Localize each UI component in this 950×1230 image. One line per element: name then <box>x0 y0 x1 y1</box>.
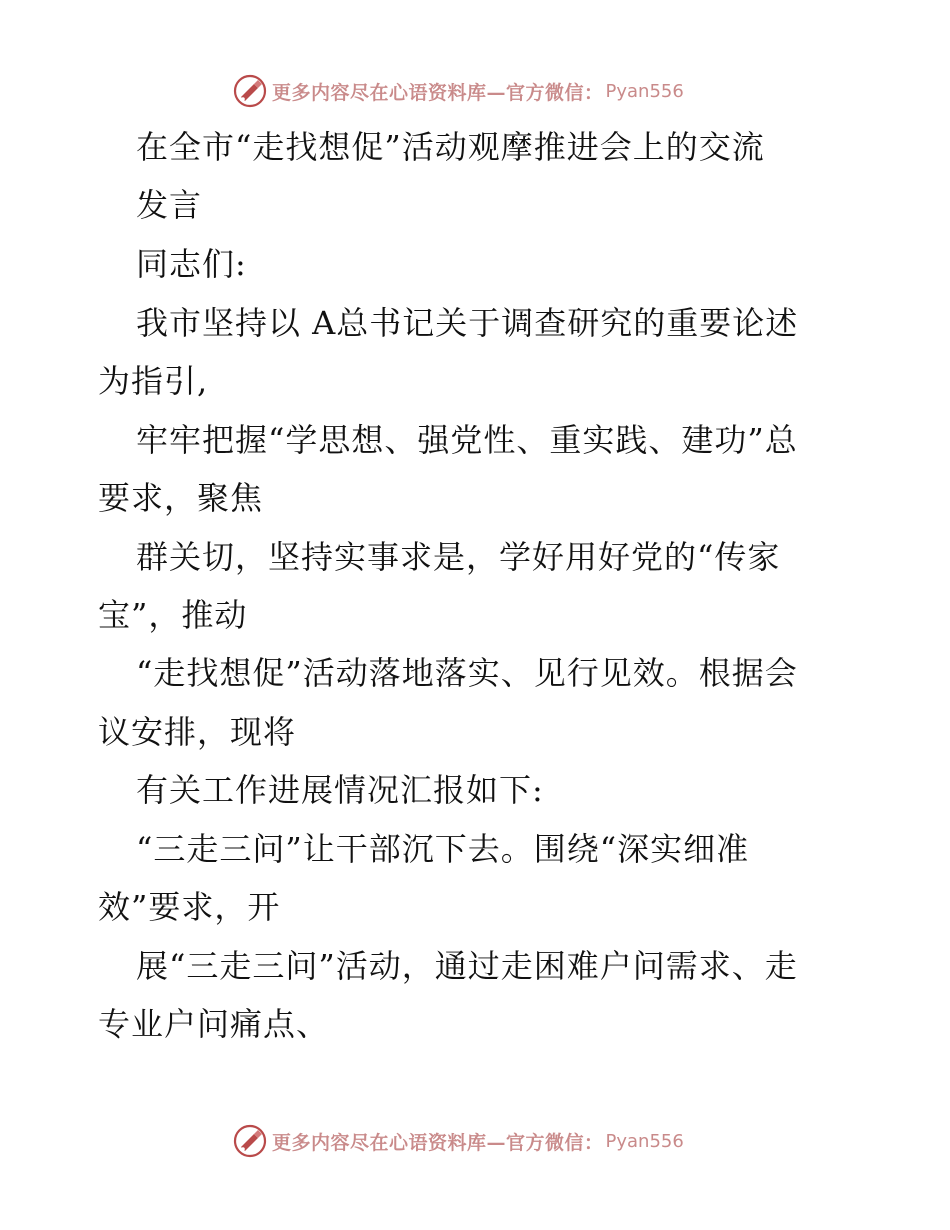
pen-logo-icon <box>232 1123 268 1159</box>
text-line: 要求，聚焦 <box>98 479 264 517</box>
text-line: “走找想促”活动落地落实、见行见效。根据会 <box>136 654 798 692</box>
watermark-wechat-id: Pyan556 <box>605 1130 684 1152</box>
header-watermark <box>232 71 684 111</box>
text-line: 在全市“走找想促”活动观摩推进会上的交流 <box>136 128 765 166</box>
text-line: 为指引, <box>98 362 209 400</box>
watermark-site-text: 更多内容尽在心语资料库—官方微信： <box>272 81 604 104</box>
text-line: 牢牢把握“学思想、强党性、重实践、建功”总 <box>136 421 798 459</box>
text-line: 专业户问痛点、 <box>98 1005 330 1043</box>
text-line: 效”要求，开 <box>98 888 281 926</box>
text-line: “三走三问”让干部沉下去。围绕“深实细准 <box>136 830 750 868</box>
text-line: 有关工作进展情况汇报如下: <box>136 771 544 809</box>
text-line: 群关切，坚持实事求是，学好用好党的“传家 <box>136 538 781 576</box>
text-line: 我市坚持以 A总书记关于调查研究的重要论述 <box>136 304 799 342</box>
text-line: 同志们: <box>136 245 247 283</box>
pen-logo-icon <box>232 73 268 109</box>
watermark-wechat-id: Pyan556 <box>605 80 684 102</box>
text-line: 发言 <box>136 186 203 224</box>
text-line: 宝”，推动 <box>98 596 248 634</box>
text-line: 展“三走三问”活动，通过走困难户问需求、走 <box>136 947 798 985</box>
footer-watermark <box>232 1121 684 1161</box>
watermark-site-text: 更多内容尽在心语资料库—官方微信： <box>272 1131 604 1154</box>
text-line: 议安排，现将 <box>98 713 297 751</box>
